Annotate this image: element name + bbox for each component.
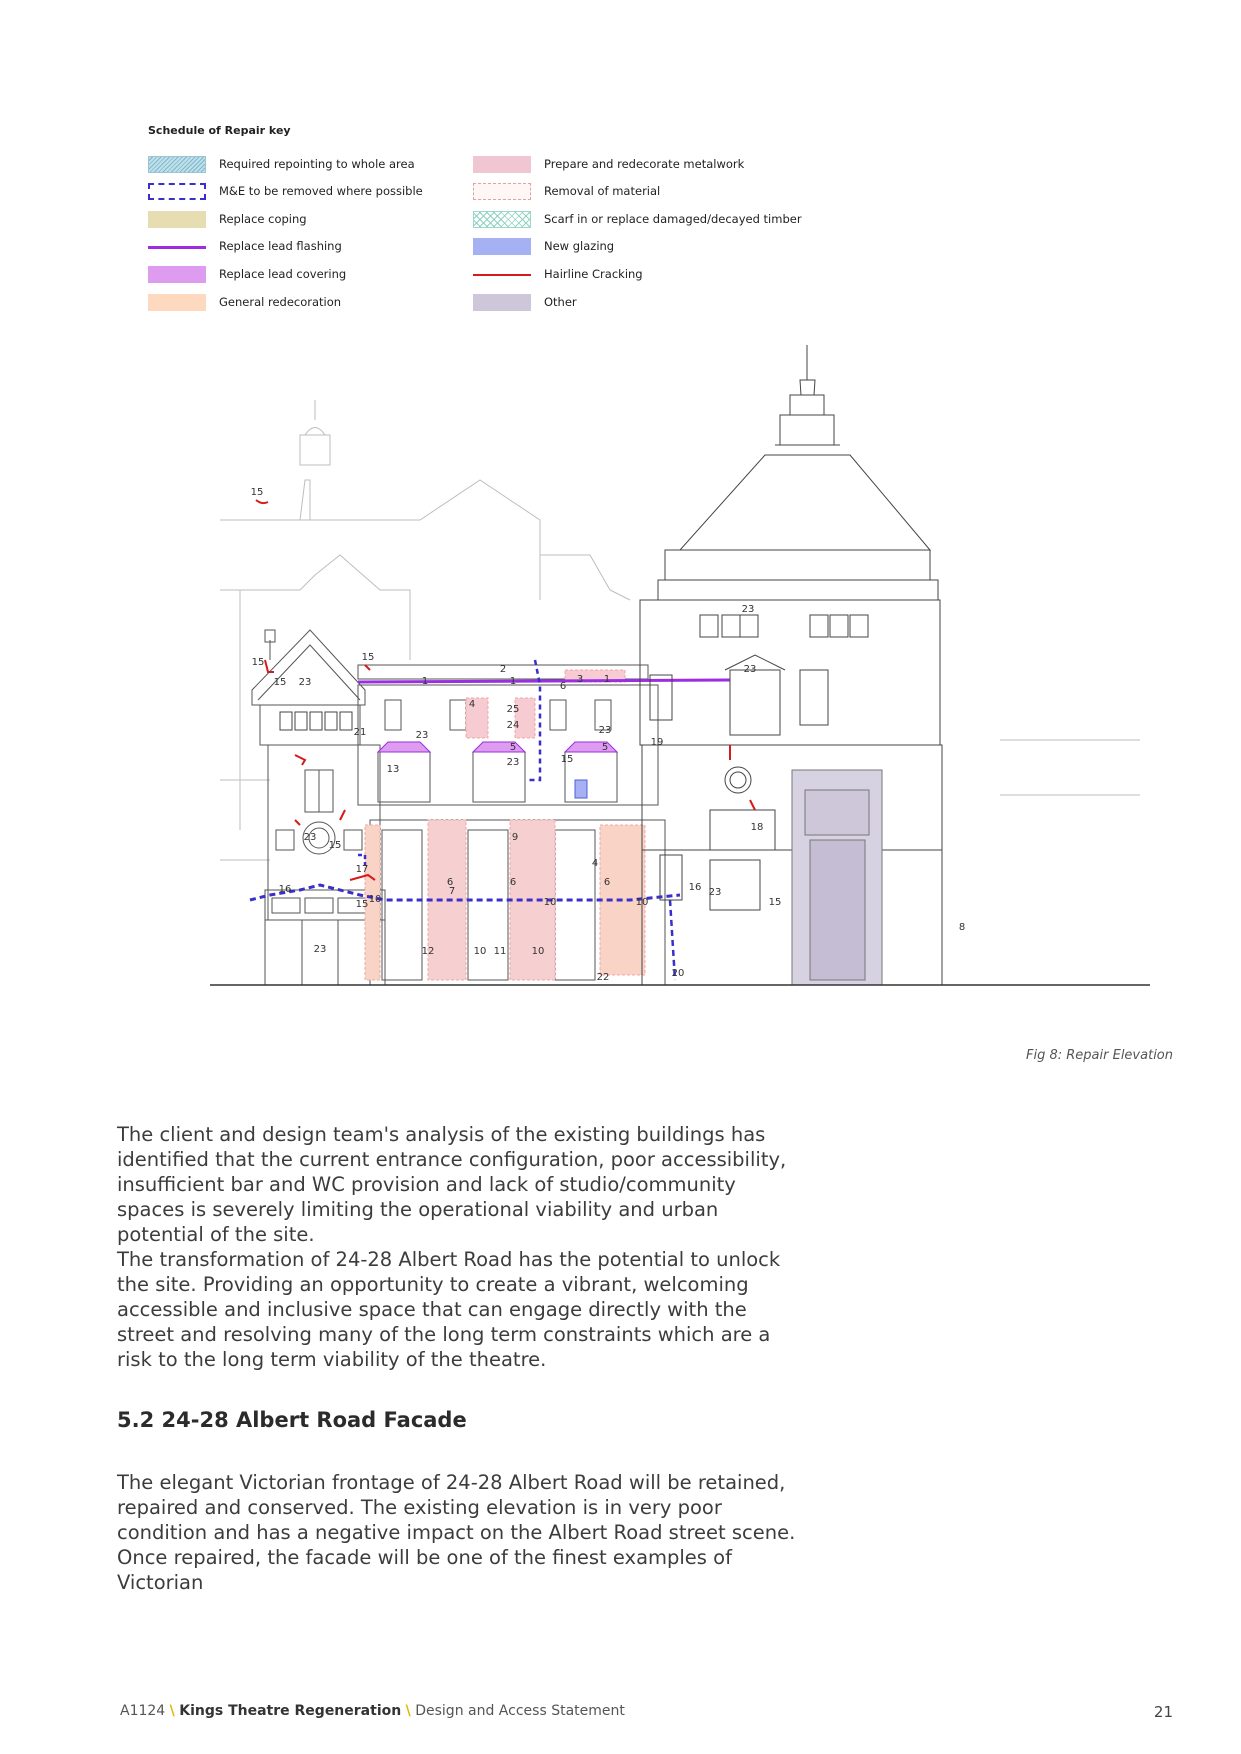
key-label: Hairline Cracking	[544, 267, 643, 281]
key-label: Replace lead covering	[219, 267, 347, 281]
marker: 6	[446, 877, 454, 888]
key-item-mne	[148, 181, 488, 201]
section-paragraph-1: The elegant Victorian frontage of 24-28 Albert Road will be retained, repaired and conserved. The existing elevation is in very poor condition and has a negative impact on the Albert Road street scene. Once repaired, the facade will be one of the finest examples of Victorian	[117, 1471, 796, 1594]
footer-separator: \	[405, 1703, 411, 1719]
marker: 21	[353, 727, 367, 738]
swatch-removal	[473, 183, 531, 200]
key-item-metalwork	[473, 154, 813, 174]
marker: 23	[506, 757, 520, 768]
marker: 25	[506, 704, 520, 715]
footer-separator: \	[169, 1703, 175, 1719]
swatch-lead-covering	[148, 266, 206, 283]
key-label: Removal of material	[544, 184, 661, 198]
key-item-lead-flashing	[148, 236, 488, 256]
swatch-cracking	[473, 274, 531, 276]
marker: 22	[596, 972, 610, 983]
key-item-timber	[473, 209, 813, 229]
marker: 12	[421, 946, 435, 957]
marker: 13	[386, 764, 400, 775]
marker: 20	[671, 968, 685, 979]
marker: 1	[421, 676, 429, 687]
marker: 15	[560, 754, 574, 765]
marker: 23	[741, 604, 755, 615]
marker: 18	[750, 822, 764, 833]
swatch-redecoration	[148, 294, 206, 311]
marker: 6	[509, 877, 517, 888]
key-label: Replace lead flashing	[219, 239, 342, 253]
intro-paragraph-2: The transformation of 24-28 Albert Road has the potential to unlock the site. Providing an opportunity to create a vibrant, welcoming accessible and inclusive space that can engage directly with the street and resolving many of the long term constraints which are a risk to the long term viability of the theatre.	[117, 1248, 781, 1371]
key-item-other	[473, 292, 813, 312]
marker: 15	[328, 840, 342, 851]
marker: 16	[688, 882, 702, 893]
figure-caption: Fig 8: Repair Elevation	[1026, 1048, 1173, 1063]
section-text	[117, 1470, 797, 1595]
footer-project: Kings Theatre Regeneration	[179, 1703, 402, 1719]
key-label: Scarf in or replace damaged/decayed timber	[544, 212, 802, 226]
marker: 17	[355, 864, 369, 875]
marker: 16	[278, 884, 292, 895]
key-label: General redecoration	[219, 295, 342, 309]
key-label: Required repointing to whole area	[219, 157, 415, 171]
key-item-glazing	[473, 236, 813, 256]
key-label: M&E to be removed where possible	[219, 184, 423, 198]
marker: 2	[499, 664, 507, 675]
marker: 11	[493, 946, 507, 957]
swatch-glazing	[473, 238, 531, 255]
marker: 3	[576, 674, 584, 685]
intro-text	[117, 1122, 797, 1372]
marker: 8	[958, 922, 966, 933]
key-label: New glazing	[544, 239, 615, 253]
marker: 6	[559, 681, 567, 692]
marker: 23	[708, 887, 722, 898]
marker: 15	[355, 899, 369, 910]
key-item-removal	[473, 181, 813, 201]
key-label: Prepare and redecorate metalwork	[544, 157, 745, 171]
marker: 15	[361, 652, 375, 663]
marker: 23	[298, 677, 312, 688]
key-label: Replace coping	[219, 212, 307, 226]
marker: 23	[598, 725, 612, 736]
marker: 4	[468, 699, 476, 710]
marker: 23	[313, 944, 327, 955]
swatch-lead-flashing	[148, 246, 206, 249]
key-label: Other	[544, 295, 577, 309]
marker: 15	[273, 677, 287, 688]
marker: 10	[368, 894, 382, 905]
marker: 7	[448, 886, 456, 897]
section-heading: 5.2 24-28 Albert Road Facade	[117, 1408, 467, 1432]
key-item-cracking	[473, 264, 813, 284]
marker: 23	[303, 832, 317, 843]
repair-key	[148, 124, 848, 314]
key-item-repointing	[148, 154, 488, 174]
page-number: 21	[1153, 1703, 1173, 1721]
marker: 5	[509, 742, 517, 753]
swatch-coping	[148, 211, 206, 228]
intro-paragraph-1: The client and design team's analysis of the existing buildings has identified that the current entrance configuration, poor accessibility, insufficient bar and WC provision and lack of studio/community spaces is severely limiting the operational viability and urban potential of the site.	[117, 1123, 787, 1246]
marker: 19	[650, 737, 664, 748]
swatch-metalwork	[473, 156, 531, 173]
key-item-redecoration	[148, 292, 488, 312]
footer-document: Design and Access Statement	[415, 1703, 625, 1719]
marker: 10	[531, 946, 545, 957]
marker: 1	[509, 676, 517, 687]
footer-code: A1124	[120, 1703, 166, 1719]
repair-elevation-drawing	[210, 340, 1150, 990]
marker: 15	[768, 897, 782, 908]
marker: 24	[506, 720, 520, 731]
marker: 10	[543, 897, 557, 908]
marker: 15	[250, 487, 264, 498]
marker: 23	[415, 730, 429, 741]
marker: 9	[511, 832, 519, 843]
marker: 23	[743, 664, 757, 675]
swatch-mne	[148, 183, 206, 200]
key-item-lead-covering	[148, 264, 488, 284]
marker: 15	[251, 657, 265, 668]
swatch-timber	[473, 211, 531, 228]
marker: 6	[603, 877, 611, 888]
marker: 5	[601, 742, 609, 753]
marker: 4	[591, 858, 599, 869]
marker: 10	[635, 897, 649, 908]
swatch-other	[473, 294, 531, 311]
marker: 10	[473, 946, 487, 957]
footer	[120, 1703, 625, 1719]
marker: 1	[603, 674, 611, 685]
swatch-repointing	[148, 156, 206, 173]
key-title: Schedule of Repair key	[148, 124, 291, 137]
key-item-coping	[148, 209, 488, 229]
